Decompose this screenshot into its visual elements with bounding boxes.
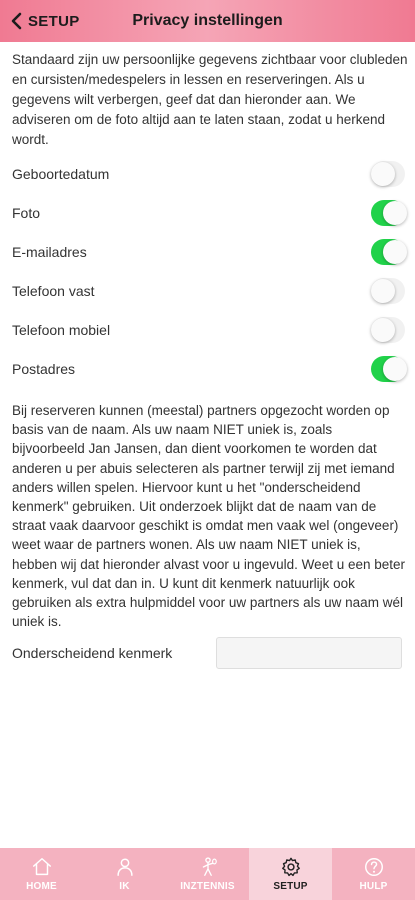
telefoon-mobiel-switch[interactable] — [371, 317, 405, 343]
tab-home[interactable] — [0, 848, 83, 900]
toggle-label: Postadres — [12, 360, 76, 377]
toggle-label: Geboortedatum — [12, 165, 110, 182]
geboortedatum-switch[interactable] — [371, 161, 405, 187]
switch-knob — [371, 318, 395, 342]
tab-hulp[interactable] — [332, 848, 415, 900]
toggle-label: Telefoon mobiel — [12, 321, 111, 338]
switch-knob — [383, 201, 407, 225]
foto-switch[interactable] — [371, 200, 405, 226]
kenmerk-row — [12, 636, 402, 670]
bottom-tab-bar — [0, 848, 415, 900]
toggle-label: E-mailadres — [12, 243, 87, 260]
toggle-row-emailadres — [0, 232, 415, 271]
chevron-left-icon — [10, 12, 22, 30]
tab-label: HOME — [26, 881, 57, 892]
page-title: Privacy instellingen — [132, 12, 283, 29]
tab-ik[interactable] — [83, 848, 166, 900]
toggle-label: Telefoon vast — [12, 282, 95, 299]
kenmerk-input[interactable] — [216, 637, 402, 669]
tab-label: IK — [119, 881, 130, 892]
switch-knob — [383, 357, 407, 381]
tab-setup[interactable] — [249, 848, 332, 900]
switch-knob — [383, 240, 407, 264]
toggle-row-foto — [0, 193, 415, 232]
tennis-player-icon — [197, 856, 219, 878]
tab-label: HULP — [359, 881, 388, 892]
partner-explanation-text: Bij reserveren kunnen (meestal) partners opgezocht worden op basis van de naam. Als uw naam NIET uniek is, zoals bijvoorbeeld Jan Jansen, dan dient voorkomen te worden dat anderen u per abuis selecteren als partner terwijl zij met iemand anders willen spelen. Hiervoor kunt u het "onderscheidend kenmerk" gebruiken. Uit onderzoek blijkt dat de naam van de straat vaak daarvoor geschikt is omdat men vaak wel (ongeveer) weet waar de partners wonen. Als uw naam NIET uniek is, hebben wij dat hieronder alvast voor u ingevuld. Weet u een beter kenmerk, vul dat dan in. U kunt dit kenmerk natuurlijk ook gebruiken als extra hulpmiddel voor uw partners als uw naam wél uniek is. — [12, 403, 406, 630]
intro-text: Standaard zijn uw persoonlijke gegevens zichtbaar voor clubleden en cursisten/medespelers in lessen en reserveringen. Als u gegevens wilt verbergen, geef dat dan hieronder aan. We adviseren om de foto altijd aan te laten staan, zodat u herkend wordt. — [12, 52, 408, 147]
privacy-toggle-list — [0, 154, 415, 388]
switch-knob — [371, 279, 395, 303]
toggle-row-telefoon-vast — [0, 271, 415, 310]
toggle-row-postadres — [0, 349, 415, 388]
gear-icon — [280, 856, 302, 878]
emailadres-switch[interactable] — [371, 239, 405, 265]
postadres-switch[interactable] — [371, 356, 405, 382]
toggle-row-telefoon-mobiel — [0, 310, 415, 349]
tab-inztennis[interactable] — [166, 848, 249, 900]
help-icon — [363, 856, 385, 878]
tab-label: SETUP — [273, 881, 308, 892]
back-button[interactable] — [10, 0, 80, 42]
home-icon — [31, 856, 53, 878]
switch-knob — [371, 162, 395, 186]
top-bar — [0, 0, 415, 42]
telefoon-vast-switch[interactable] — [371, 278, 405, 304]
toggle-row-geboortedatum — [0, 154, 415, 193]
tab-label: INZTENNIS — [180, 881, 235, 892]
toggle-label: Foto — [12, 204, 41, 221]
back-label: SETUP — [28, 12, 80, 30]
person-icon — [114, 856, 136, 878]
kenmerk-label: Onderscheidend kenmerk — [12, 645, 173, 661]
